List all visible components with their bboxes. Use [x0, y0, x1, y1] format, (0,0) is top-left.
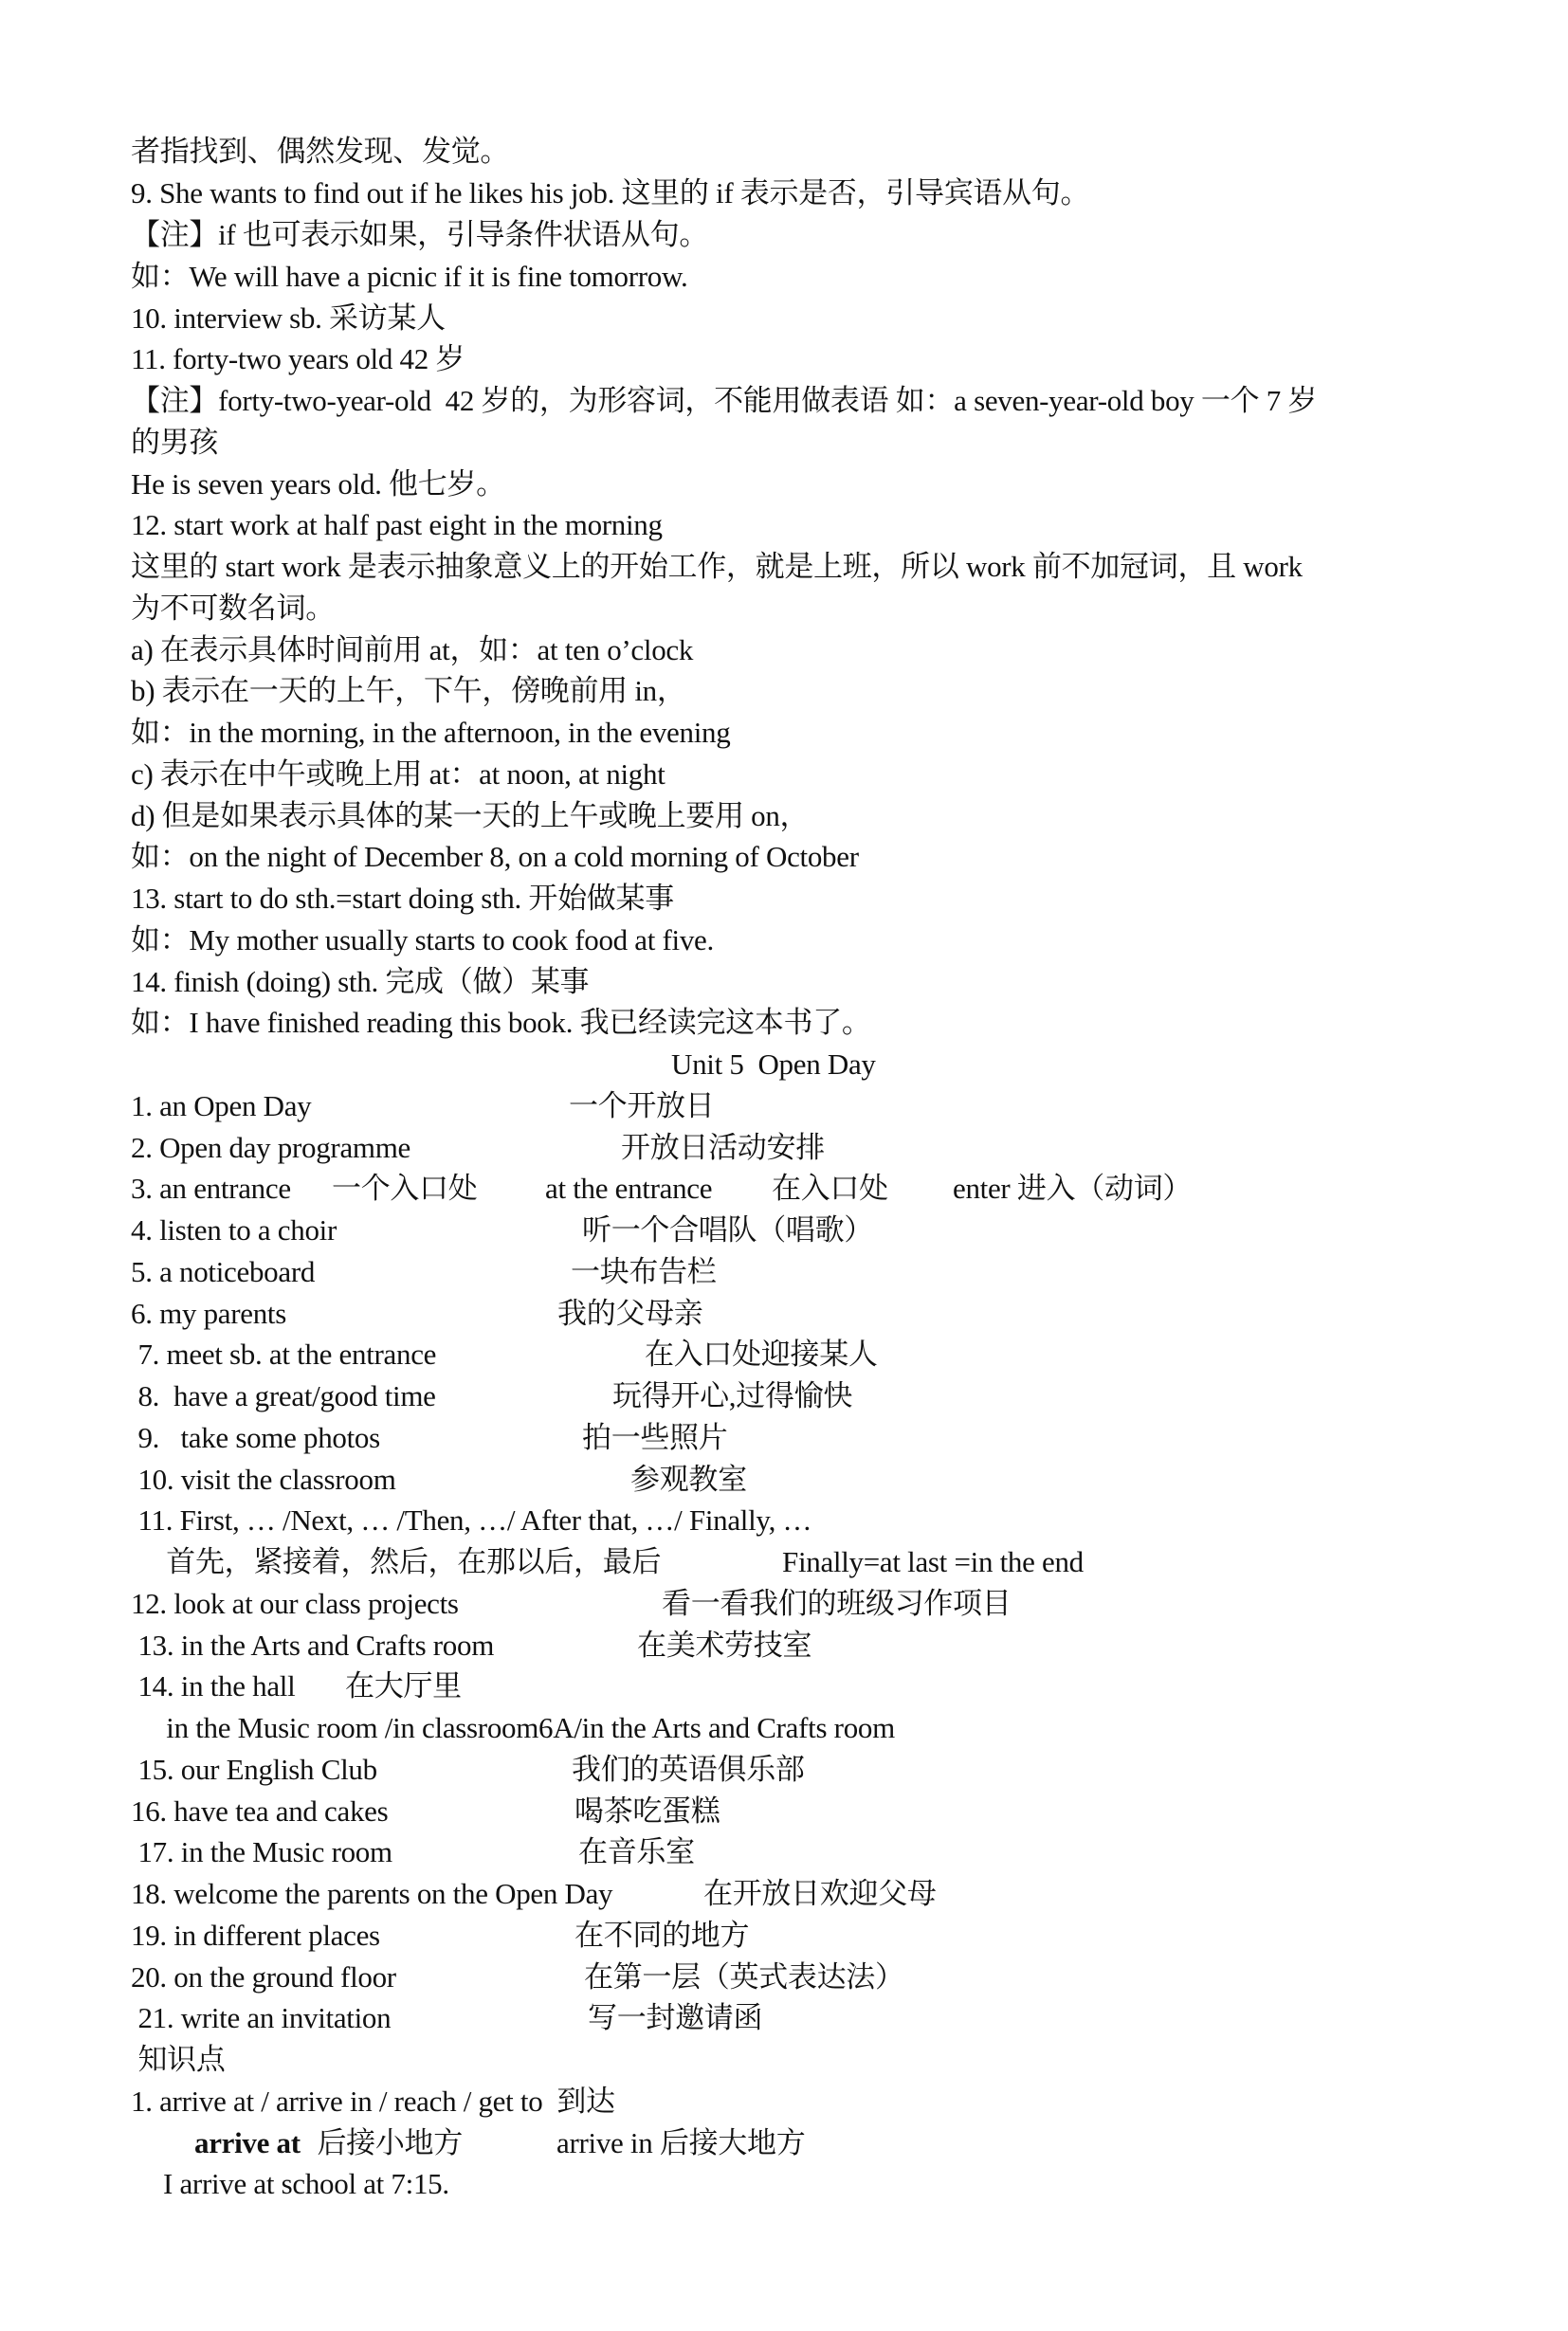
unit-title: Unit 5 Open Day: [671, 1047, 876, 1081]
vocab-chinese: 看一看我们的班级习作项目: [662, 1587, 1012, 1620]
vocab-english: 8. have a great/good time: [131, 1379, 436, 1412]
knowledge-item: [0, 2081, 615, 2122]
example-text: 如：We will have a picnic if it is fine tomorrow.: [131, 260, 688, 293]
example-text: 如：My mother usually starts to cook food at five.: [131, 923, 714, 956]
vocab-chinese: 在不同的地方: [574, 1919, 750, 1952]
note-text: 这里的 start work 是表示抽象意义上的开始工作，就是上班，所以 work 前不加冠词，且 work: [131, 550, 1303, 583]
vocab-row: [0, 1127, 825, 1169]
vocab-row: [0, 1625, 812, 1666]
vocab-row: [0, 1791, 720, 1832]
vocab-english: 4. listen to a choir: [131, 1213, 337, 1247]
vocab-row: [0, 1707, 895, 1749]
vocab-chinese: 在第一层（英式表达法）: [584, 1960, 904, 1994]
vocab-row: [0, 1583, 1012, 1625]
vocab-english: 17. in the Music room: [131, 1835, 392, 1868]
vocab-english: 6. my parents: [131, 1297, 286, 1330]
vocab-chinese: 在大厅里: [345, 1669, 462, 1703]
note-text: 者指找到、偶然发现、发觉。: [131, 135, 510, 168]
vocab-chinese: 玩得开心,过得愉快: [612, 1379, 853, 1412]
vocab-english: 19. in different places: [131, 1919, 380, 1952]
vocab-english: 13. in the Arts and Crafts room: [131, 1629, 495, 1662]
vocab-row: [0, 1957, 904, 1998]
vocab-english: 16. have tea and cakes: [131, 1794, 389, 1828]
vocab-chinese: 听一个合唱队（唱歌）: [582, 1213, 873, 1247]
vocab-english: 21. write an invitation: [131, 2001, 392, 2034]
vocab-row: [0, 1334, 878, 1375]
vocab-chinese: 我的父母亲: [557, 1297, 703, 1330]
vocab-chinese: 在美术劳技室: [637, 1629, 812, 1662]
example-text: He is seven years old. 他七岁。: [131, 467, 505, 501]
note-text: 【注】if 也可表示如果，引导条件状语从句。: [131, 218, 709, 251]
vocab-row: [0, 1417, 728, 1459]
vocab-row: [0, 1459, 747, 1501]
vocab-english: 2. Open day programme: [131, 1131, 410, 1164]
vocab-chinese: 我们的英语俱乐部: [572, 1753, 805, 1786]
knowledge-example: I arrive at school at 7:15.: [163, 2167, 449, 2200]
vocab-chinese: 拍一些照片: [582, 1421, 728, 1454]
vocab-english: 7. meet sb. at the entrance: [131, 1338, 437, 1371]
vocab-verb-note: enter 进入（动词）: [953, 1172, 1193, 1205]
knowledge-text: 后接小地方: [310, 2126, 463, 2159]
knowledge-item: [0, 2122, 806, 2164]
vocab-row: [0, 1168, 1193, 1210]
vocab-row: [0, 1666, 462, 1707]
vocab-english: 5. a noticeboard: [131, 1255, 316, 1288]
note-text: 12. start work at half past eight in the morning: [131, 508, 663, 541]
vocab-chinese: 一个开放日: [569, 1089, 715, 1122]
knowledge-heading-line: [0, 2039, 226, 2081]
note-text: 10. interview sb. 采访某人: [131, 301, 446, 335]
vocab-row: [0, 1293, 703, 1335]
knowledge-heading: 知识点: [131, 2043, 226, 2076]
vocab-english: 1. an Open Day: [131, 1089, 312, 1122]
vocab-english: 9. take some photos: [131, 1421, 380, 1454]
vocab-row: [0, 1210, 873, 1251]
note-text: 11. forty-two years old 42 岁: [131, 342, 465, 375]
vocab-row: [0, 1915, 750, 1957]
vocab-english: 11. First, … /Next, … /Then, …/ After that, …/ Finally, …: [131, 1503, 812, 1537]
vocab-english: 3. an entrance: [131, 1172, 291, 1205]
note-text: a) 在表示具体时间前用 at，如：at ten o’clock: [131, 633, 694, 666]
vocab-row: [0, 1085, 715, 1127]
vocab-row: [0, 1997, 763, 2039]
vocab-english-alt: at the entrance: [545, 1172, 713, 1205]
note-text: 9. She wants to find out if he likes his job. 这里的 if 表示是否，引导宾语从句。: [131, 176, 1090, 209]
vocab-english: 10. visit the classroom: [131, 1463, 396, 1496]
knowledge-bold-term: arrive at: [194, 2126, 301, 2159]
note-text: 14. finish (doing) sth. 完成（做）某事: [131, 965, 590, 998]
vocab-chinese: 参观教室: [630, 1463, 747, 1496]
note-text: c) 表示在中午或晚上用 at：at noon, at night: [131, 757, 665, 791]
vocab-english-note: Finally=at last =in the end: [782, 1545, 1084, 1578]
example-text: 如：in the morning, in the afternoon, in the evening: [131, 716, 731, 749]
vocab-row: [0, 1541, 1084, 1583]
knowledge-text: arrive in 后接大地方: [556, 2126, 806, 2159]
vocab-chinese: 一块布告栏: [571, 1255, 717, 1288]
vocab-english: 15. our English Club: [131, 1753, 377, 1786]
vocab-row: [0, 1749, 805, 1791]
vocab-chinese: 在开放日欢迎父母: [703, 1877, 937, 1910]
vocab-row: [0, 1375, 853, 1417]
vocab-chinese-alt: 在入口处: [772, 1172, 888, 1205]
vocab-chinese: 喝茶吃蛋糕: [574, 1794, 720, 1828]
note-text: 为不可数名词。: [131, 592, 335, 625]
note-text: d) 但是如果表示具体的某一天的上午或晚上要用 on，: [131, 799, 810, 832]
vocab-english: 12. look at our class projects: [131, 1587, 459, 1620]
vocab-row: [0, 1251, 717, 1293]
note-text: 的男孩: [131, 426, 219, 459]
vocab-english: 14. in the hall: [131, 1669, 296, 1703]
knowledge-item: [0, 2163, 449, 2205]
example-text: 如：on the night of December 8, on a cold morning of October: [131, 840, 859, 873]
vocab-chinese: 开放日活动安排: [621, 1131, 825, 1164]
vocab-english: 20. on the ground floor: [131, 1960, 396, 1994]
note-text: b) 表示在一天的上午，下午，傍晚前用 in，: [131, 674, 686, 707]
vocab-row: [0, 1831, 695, 1873]
note-text: 【注】forty-two-year-old 42 岁的，为形容词，不能用做表语 如：a seven-year-old boy 一个 7 岁: [131, 384, 1318, 417]
example-text: 如：I have finished reading this book. 我已经读完这本书了。: [131, 1006, 871, 1039]
vocab-english: 18. welcome the parents on the Open Day: [131, 1877, 613, 1910]
vocab-english: in the Music room /in classroom6A/in the Arts and Crafts room: [131, 1711, 895, 1744]
vocab-chinese: 写一封邀请函: [588, 2001, 763, 2034]
vocab-chinese: 在音乐室: [578, 1835, 695, 1868]
vocab-chinese: 一个入口处: [332, 1172, 478, 1205]
vocab-row: [0, 1500, 812, 1541]
knowledge-text: 1. arrive at / arrive in / reach / get to 到达: [131, 2085, 615, 2118]
vocab-chinese: 首先，紧接着，然后，在那以后，最后: [131, 1545, 662, 1578]
vocab-row: [0, 1873, 937, 1915]
vocab-chinese: 在入口处迎接某人: [645, 1338, 878, 1371]
note-text: 13. start to do sth.=start doing sth. 开始做某事: [131, 882, 674, 915]
